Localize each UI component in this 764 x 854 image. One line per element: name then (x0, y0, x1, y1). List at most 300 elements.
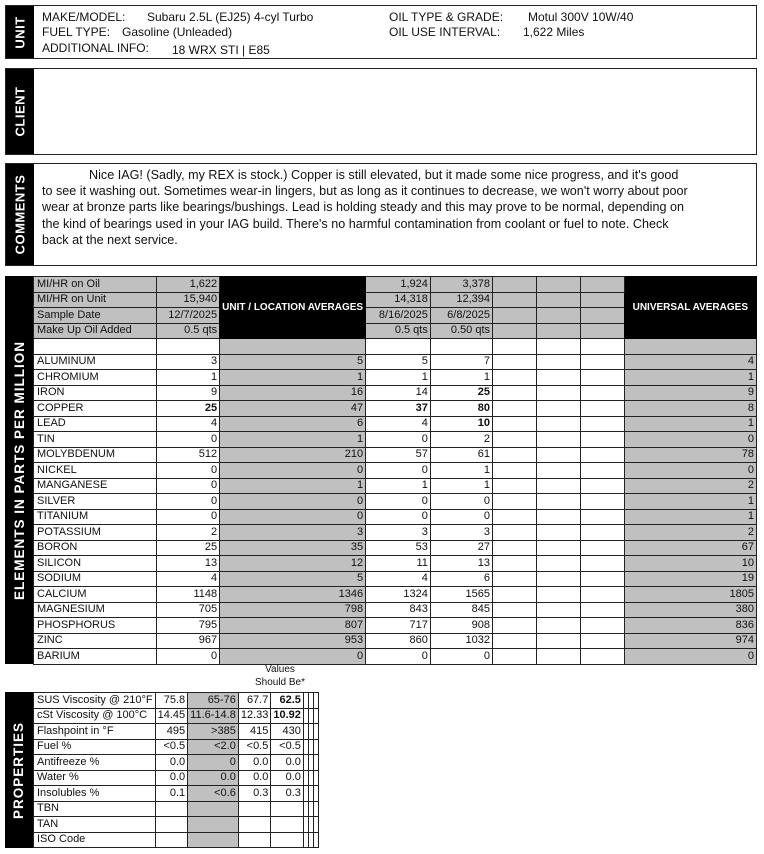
element-name: SODIUM (34, 571, 157, 587)
vertical-section-label-text: PROPERTIES (11, 721, 27, 819)
oil-interval-field (389, 25, 584, 39)
sample-value: 0.0 (155, 770, 188, 786)
sample-info-value: 1,924 (366, 277, 431, 293)
sample-value: 61 (430, 447, 492, 463)
unit-avg-value: 5 (220, 571, 366, 587)
unit-avg-value: 210 (220, 447, 366, 463)
elements-table (33, 276, 757, 665)
sample-value: 14 (366, 385, 431, 401)
empty-cell (493, 602, 537, 618)
universal-avg-value: 974 (624, 633, 756, 649)
sample-value: 0 (366, 649, 431, 665)
unit-avg-value: 0 (220, 463, 366, 479)
should-be-value: 0 (188, 755, 239, 771)
element-row (34, 540, 757, 556)
property-row (34, 739, 319, 755)
empty-cell (580, 618, 624, 634)
sample-value: 0 (366, 463, 431, 479)
sample-value: 908 (430, 618, 492, 634)
sample-value: 0 (430, 509, 492, 525)
element-row (34, 509, 757, 525)
empty-cell (313, 817, 318, 833)
universal-avg-value: 67 (624, 540, 756, 556)
should-be-label-line1: Values (265, 664, 295, 675)
sample-value (155, 801, 188, 817)
empty-cell (580, 633, 624, 649)
sample-info-value (537, 308, 581, 324)
empty-cell (493, 447, 537, 463)
sample-value: <0.5 (271, 739, 304, 755)
sample-value: 717 (366, 618, 431, 634)
empty-cell (493, 571, 537, 587)
sample-value: 0.0 (271, 755, 304, 771)
vertical-section-label-text: COMMENTS (12, 174, 28, 255)
sample-info-value: 15,940 (156, 292, 220, 308)
universal-avg-value: 2 (624, 478, 756, 494)
property-name: Fuel % (34, 739, 156, 755)
element-row (34, 432, 757, 448)
sample-info-value (537, 323, 581, 339)
property-row (34, 832, 319, 848)
property-name: ISO Code (34, 832, 156, 848)
sample-info-value (493, 323, 537, 339)
sample-value: 967 (156, 633, 220, 649)
element-name: TIN (34, 432, 157, 448)
empty-cell (580, 478, 624, 494)
element-row (34, 649, 757, 665)
unit-avg-value: 47 (220, 401, 366, 417)
should-be-value: 65-76 (188, 693, 239, 709)
property-row (34, 708, 319, 724)
empty-cell (580, 339, 624, 355)
sample-value: 4 (366, 571, 431, 587)
element-name: SILICON (34, 556, 157, 572)
empty-cell (580, 571, 624, 587)
empty-cell (580, 447, 624, 463)
sample-value (155, 817, 188, 833)
sample-value (271, 817, 304, 833)
empty-cell (493, 432, 537, 448)
sample-info-label: Sample Date (34, 308, 157, 324)
oil-type-field (389, 10, 633, 24)
element-row (34, 525, 757, 541)
universal-avg-value: 1 (624, 509, 756, 525)
sample-info-value: 0.5 qts (156, 323, 220, 339)
sample-value: 11 (366, 556, 431, 572)
property-name: SUS Viscosity @ 210°F (34, 693, 156, 709)
unit-avg-value: 6 (220, 416, 366, 432)
element-name: MAGNESIUM (34, 602, 157, 618)
sample-value: 0 (156, 463, 220, 479)
make-model-value: Subaru 2.5L (EJ25) 4-cyl Turbo (147, 10, 314, 24)
properties-table (33, 692, 319, 848)
universal-avg-value: 0 (624, 649, 756, 665)
sample-value: 1 (430, 370, 492, 386)
empty-cell (580, 401, 624, 417)
sample-value: 1 (430, 478, 492, 494)
property-row (34, 801, 319, 817)
property-row (34, 786, 319, 802)
unit-avg-value: 1346 (220, 587, 366, 603)
empty-cell (493, 494, 537, 510)
empty-cell (493, 633, 537, 649)
sample-info-label: Make Up Oil Added (34, 323, 157, 339)
sample-value: 4 (366, 416, 431, 432)
element-row (34, 385, 757, 401)
oil-interval-label: OIL USE INTERVAL: (389, 25, 501, 39)
element-row (34, 556, 757, 572)
empty-cell (580, 556, 624, 572)
unit-avg-value: 3 (220, 525, 366, 541)
sample-info-value (493, 308, 537, 324)
make-model-field (42, 10, 313, 24)
sample-value: 25 (430, 385, 492, 401)
empty-cell (580, 525, 624, 541)
sample-value: <0.5 (238, 739, 271, 755)
element-name: SILVER (34, 494, 157, 510)
sample-value: 415 (238, 724, 271, 740)
unit-avg-value: 807 (220, 618, 366, 634)
empty-cell (493, 370, 537, 386)
empty-cell (537, 602, 581, 618)
unit-avg-value: 798 (220, 602, 366, 618)
sample-value: 0 (156, 649, 220, 665)
element-name: BARIUM (34, 649, 157, 665)
sample-value: 0 (156, 478, 220, 494)
empty-cell (537, 370, 581, 386)
sample-value: 10 (430, 416, 492, 432)
sample-info-value: 3,378 (430, 277, 492, 293)
sample-value: 2 (156, 525, 220, 541)
element-row (34, 571, 757, 587)
sample-info-value: 12,394 (430, 292, 492, 308)
sample-info-value (493, 292, 537, 308)
empty-cell (580, 540, 624, 556)
should-be-value: 0.0 (188, 770, 239, 786)
should-be-label-line2: Should Be* (254, 677, 306, 688)
empty-cell (313, 801, 318, 817)
sample-value: 3 (156, 354, 220, 370)
element-name: PHOSPHORUS (34, 618, 157, 634)
sample-value: 495 (155, 724, 188, 740)
sample-value: 10.92 (271, 708, 304, 724)
sample-value: 53 (366, 540, 431, 556)
empty-cell (537, 401, 581, 417)
sample-info-value: 1,622 (156, 277, 220, 293)
empty-cell (537, 339, 581, 355)
fuel-type-field (42, 25, 232, 39)
sample-info-value (537, 292, 581, 308)
additional-info-field (42, 41, 270, 55)
empty-cell (34, 339, 157, 355)
sample-value: 0 (430, 494, 492, 510)
vertical-section-label-text: CLIENT (12, 86, 28, 137)
sample-value: 705 (156, 602, 220, 618)
property-row (34, 817, 319, 833)
empty-cell (537, 385, 581, 401)
sample-value: 0 (366, 509, 431, 525)
sample-value (238, 801, 271, 817)
empty-cell (537, 416, 581, 432)
sample-value: 2 (430, 432, 492, 448)
empty-cell (220, 339, 366, 355)
comments-section-label (6, 164, 34, 265)
property-name: Flashpoint in °F (34, 724, 156, 740)
empty-cell (537, 525, 581, 541)
property-name: Antifreeze % (34, 755, 156, 771)
sample-value: 0.0 (271, 770, 304, 786)
sample-value: 27 (430, 540, 492, 556)
empty-cell (493, 525, 537, 541)
element-name: CHROMIUM (34, 370, 157, 386)
elements-section-label (5, 276, 33, 664)
element-row (34, 587, 757, 603)
universal-avg-value: 10 (624, 556, 756, 572)
empty-cell (493, 587, 537, 603)
sample-value: 0.1 (155, 786, 188, 802)
element-row (34, 618, 757, 634)
property-name: TAN (34, 817, 156, 833)
empty-cell (624, 339, 756, 355)
sample-info-value (580, 308, 624, 324)
empty-cell (537, 447, 581, 463)
sample-value: <0.5 (155, 739, 188, 755)
sample-value: 62.5 (271, 693, 304, 709)
sample-value: 1 (156, 370, 220, 386)
sample-info-label: MI/HR on Unit (34, 292, 157, 308)
universal-avg-value: 8 (624, 401, 756, 417)
empty-cell (493, 540, 537, 556)
empty-cell (313, 724, 318, 740)
empty-cell (430, 339, 492, 355)
sample-info-value: 8/16/2025 (366, 308, 431, 324)
universal-avg-value: 1 (624, 416, 756, 432)
sample-value: 1324 (366, 587, 431, 603)
empty-cell (537, 556, 581, 572)
sample-info-value (580, 292, 624, 308)
property-row (34, 755, 319, 771)
element-name: COPPER (34, 401, 157, 417)
sample-value: 1032 (430, 633, 492, 649)
make-model-label: MAKE/MODEL: (42, 10, 126, 24)
empty-cell (493, 339, 537, 355)
unit-avg-header: UNIT / LOCATION AVERAGES (220, 277, 366, 339)
unit-avg-value: 953 (220, 633, 366, 649)
empty-cell (493, 385, 537, 401)
element-row (34, 416, 757, 432)
element-row (34, 633, 757, 649)
unit-avg-value: 16 (220, 385, 366, 401)
spacer-row (34, 339, 757, 355)
sample-info-value: 14,318 (366, 292, 431, 308)
sample-value: 3 (366, 525, 431, 541)
empty-cell (313, 770, 318, 786)
empty-cell (537, 618, 581, 634)
additional-info-value: 18 WRX STI | E85 (172, 43, 270, 57)
element-name: CALCIUM (34, 587, 157, 603)
unit-avg-value: 1 (220, 432, 366, 448)
universal-avg-value: 0 (624, 432, 756, 448)
sample-value: 1 (366, 370, 431, 386)
empty-cell (493, 416, 537, 432)
element-name: BORON (34, 540, 157, 556)
empty-cell (313, 755, 318, 771)
empty-cell (156, 339, 220, 355)
sample-value: 1565 (430, 587, 492, 603)
sample-value: 9 (156, 385, 220, 401)
sample-value: 5 (366, 354, 431, 370)
sample-value: 430 (271, 724, 304, 740)
sample-value (238, 832, 271, 848)
should-be-value: <2.0 (188, 739, 239, 755)
sample-info-value: 0.5 qts (366, 323, 431, 339)
universal-avg-value: 9 (624, 385, 756, 401)
property-row (34, 770, 319, 786)
universal-avg-value: 4 (624, 354, 756, 370)
empty-cell (580, 602, 624, 618)
empty-cell (580, 385, 624, 401)
empty-cell (493, 509, 537, 525)
element-row (34, 401, 757, 417)
element-row (34, 447, 757, 463)
should-be-value (188, 832, 239, 848)
fuel-type-label: FUEL TYPE: (42, 25, 111, 39)
unit-avg-value: 12 (220, 556, 366, 572)
element-name: TITANIUM (34, 509, 157, 525)
empty-cell (313, 708, 318, 724)
properties-section-label (5, 692, 33, 848)
fuel-type-value: Gasoline (Unleaded) (122, 25, 233, 39)
element-name: ZINC (34, 633, 157, 649)
sample-value: 57 (366, 447, 431, 463)
empty-cell (537, 463, 581, 479)
empty-cell (580, 649, 624, 665)
element-row (34, 602, 757, 618)
empty-cell (493, 401, 537, 417)
sample-value: 3 (430, 525, 492, 541)
element-name: LEAD (34, 416, 157, 432)
element-row (34, 494, 757, 510)
empty-cell (580, 370, 624, 386)
empty-cell (537, 571, 581, 587)
universal-avg-value: 2 (624, 525, 756, 541)
sample-info-value (537, 277, 581, 293)
element-row (34, 370, 757, 386)
sample-value: 37 (366, 401, 431, 417)
unit-avg-value: 0 (220, 509, 366, 525)
sample-value: 0.0 (238, 770, 271, 786)
client-section (5, 68, 757, 155)
element-name: NICKEL (34, 463, 157, 479)
universal-avg-value: 836 (624, 618, 756, 634)
element-row (34, 354, 757, 370)
should-be-value (188, 801, 239, 817)
sample-value: 25 (156, 401, 220, 417)
unit-avg-value: 0 (220, 494, 366, 510)
property-row (34, 693, 319, 709)
universal-avg-value: 380 (624, 602, 756, 618)
universal-avg-value: 1 (624, 370, 756, 386)
empty-cell (366, 339, 431, 355)
empty-cell (313, 693, 318, 709)
property-row (34, 724, 319, 740)
empty-cell (313, 832, 318, 848)
empty-cell (313, 786, 318, 802)
sample-value: 1148 (156, 587, 220, 603)
sample-value: 860 (366, 633, 431, 649)
empty-cell (537, 354, 581, 370)
sample-value: 1 (430, 463, 492, 479)
empty-cell (537, 509, 581, 525)
sample-value: 0.3 (238, 786, 271, 802)
should-be-header (243, 663, 317, 689)
should-be-value: 11.6-14.8 (188, 708, 239, 724)
empty-cell (580, 354, 624, 370)
unit-avg-value: 1 (220, 370, 366, 386)
element-name: MANGANESE (34, 478, 157, 494)
empty-cell (493, 478, 537, 494)
sample-value: 0.0 (238, 755, 271, 771)
sample-value: 75.8 (155, 693, 188, 709)
sample-info-value (580, 277, 624, 293)
sample-value: 0.0 (155, 755, 188, 771)
element-name: MOLYBDENUM (34, 447, 157, 463)
sample-info-value: 12/7/2025 (156, 308, 220, 324)
empty-cell (537, 633, 581, 649)
sample-value: 4 (156, 571, 220, 587)
empty-cell (313, 739, 318, 755)
sample-value (238, 817, 271, 833)
sample-value: 80 (430, 401, 492, 417)
sample-value: 0 (366, 494, 431, 510)
vertical-section-label-text: UNIT (12, 15, 28, 49)
empty-cell (493, 354, 537, 370)
element-name: IRON (34, 385, 157, 401)
sample-value: 1 (366, 478, 431, 494)
sample-value: 512 (156, 447, 220, 463)
sample-value: 13 (430, 556, 492, 572)
empty-cell (580, 432, 624, 448)
comments-text: Nice IAG! (Sadly, my REX is stock.) Copper is still elevated, but it made some nice progress, and it's good to see it washing out. Sometimes wear-in lingers, but as long as it continues to decrease, we won't worry about poor wear at bronze parts like bearings/bushings. Lead is holding steady and this may prove to be normal, depending on the kind of bearings used in your IAG build. There's no harmful contamination from coolant or fuel to note. Check back at the next service. (42, 168, 688, 247)
sample-value: 0 (156, 509, 220, 525)
element-name: POTASSIUM (34, 525, 157, 541)
universal-avg-value: 78 (624, 447, 756, 463)
empty-cell (580, 494, 624, 510)
sample-value: 13 (156, 556, 220, 572)
sample-value (271, 801, 304, 817)
sample-info-value (493, 277, 537, 293)
sample-value: 843 (366, 602, 431, 618)
sample-value: 4 (156, 416, 220, 432)
unit-section (5, 5, 757, 59)
sample-value: 25 (156, 540, 220, 556)
property-name: cSt Viscosity @ 100°C (34, 708, 156, 724)
universal-avg-value: 1805 (624, 587, 756, 603)
property-name: Water % (34, 770, 156, 786)
sample-value: 0 (156, 432, 220, 448)
sample-info-value: 6/8/2025 (430, 308, 492, 324)
element-name: ALUMINUM (34, 354, 157, 370)
sample-info-row (34, 277, 757, 293)
sample-info-value (580, 323, 624, 339)
comments-section (5, 163, 757, 266)
empty-cell (537, 494, 581, 510)
unit-avg-value: 35 (220, 540, 366, 556)
should-be-value: <0.6 (188, 786, 239, 802)
universal-avg-header: UNIVERSAL AVERAGES (624, 277, 756, 339)
oil-type-value: Motul 300V 10W/40 (528, 10, 634, 24)
sample-value: 12.33 (238, 708, 271, 724)
